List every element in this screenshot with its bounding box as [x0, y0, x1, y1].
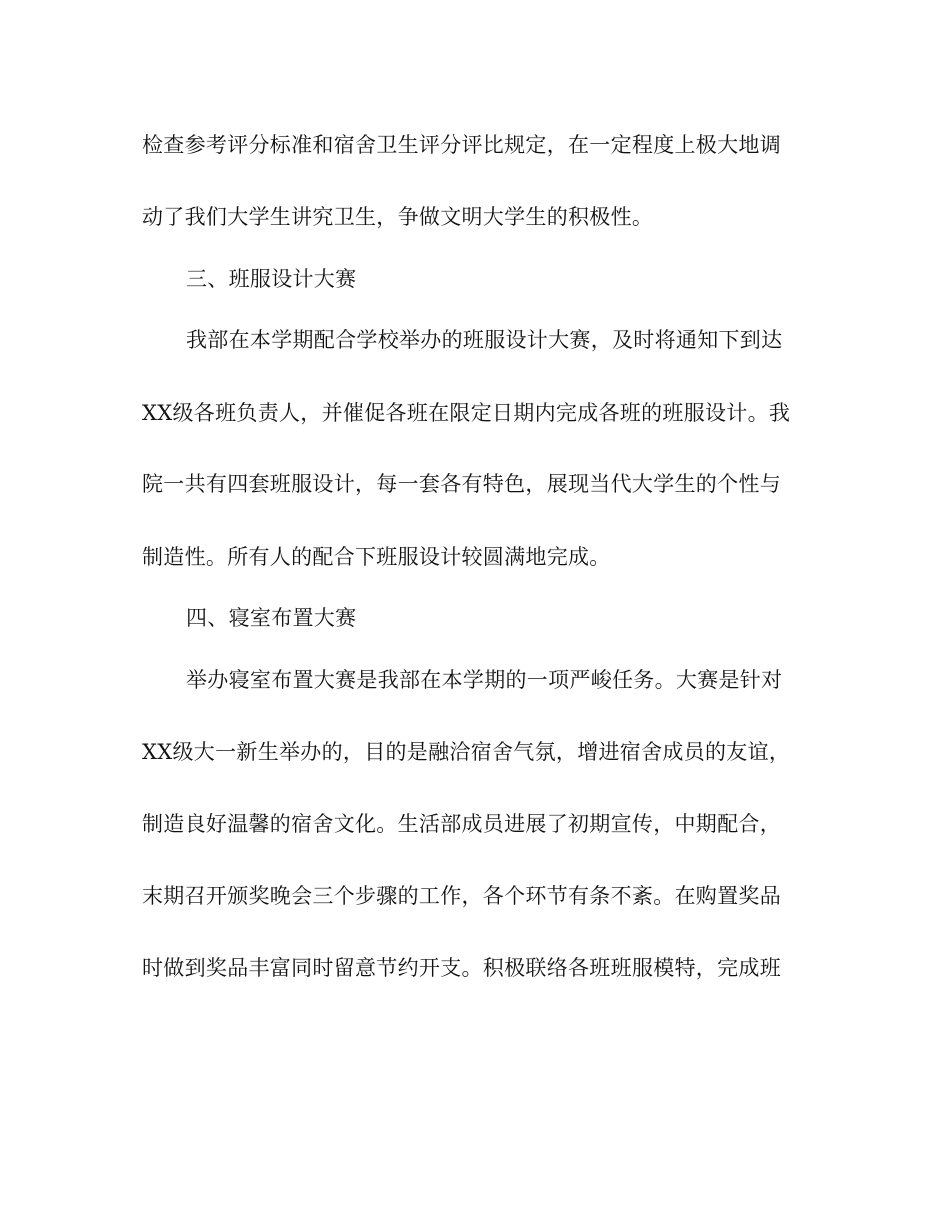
text-line: XX级各班负责人，并催促各班在限定日期内完成各班的班服设计。我 — [142, 401, 791, 425]
paragraph-first-line: 举办寝室布置大赛是我部在本学期的一项严峻任务。大赛是针对 — [186, 668, 783, 692]
text-line: 院一共有四套班服设计，每一套各有特色，展现当代大学生的个性与 — [142, 472, 781, 496]
text-line: 制造性。所有人的配合下班服设计较圆满地完成。 — [142, 545, 611, 569]
section-heading-dorm-decoration: 四、寝室布置大赛 — [186, 606, 357, 630]
text-line: XX级大一新生举办的，目的是融洽宿舍气氛，增进宿舍成员的友谊， — [142, 740, 791, 764]
text-line: 末期召开颁奖晚会三个步骤的工作，各个环节有条不紊。在购置奖品 — [142, 884, 781, 908]
text-line: 检查参考评分标准和宿舍卫生评分评比规定，在一定程度上极大地调 — [142, 133, 781, 157]
paragraph-first-line: 我部在本学期配合学校举办的班服设计大赛，及时将通知下到达 — [186, 328, 783, 352]
text-line: 制造良好温馨的宿舍文化。生活部成员进展了初期宣传，中期配合， — [142, 812, 781, 836]
section-heading-class-uniform: 三、班服设计大赛 — [186, 267, 357, 291]
text-line: 动了我们大学生讲究卫生，争做文明大学生的积极性。 — [142, 205, 654, 229]
text-line: 时做到奖品丰富同时留意节约开支。积极联络各班班服模特，完成班 — [142, 956, 781, 980]
